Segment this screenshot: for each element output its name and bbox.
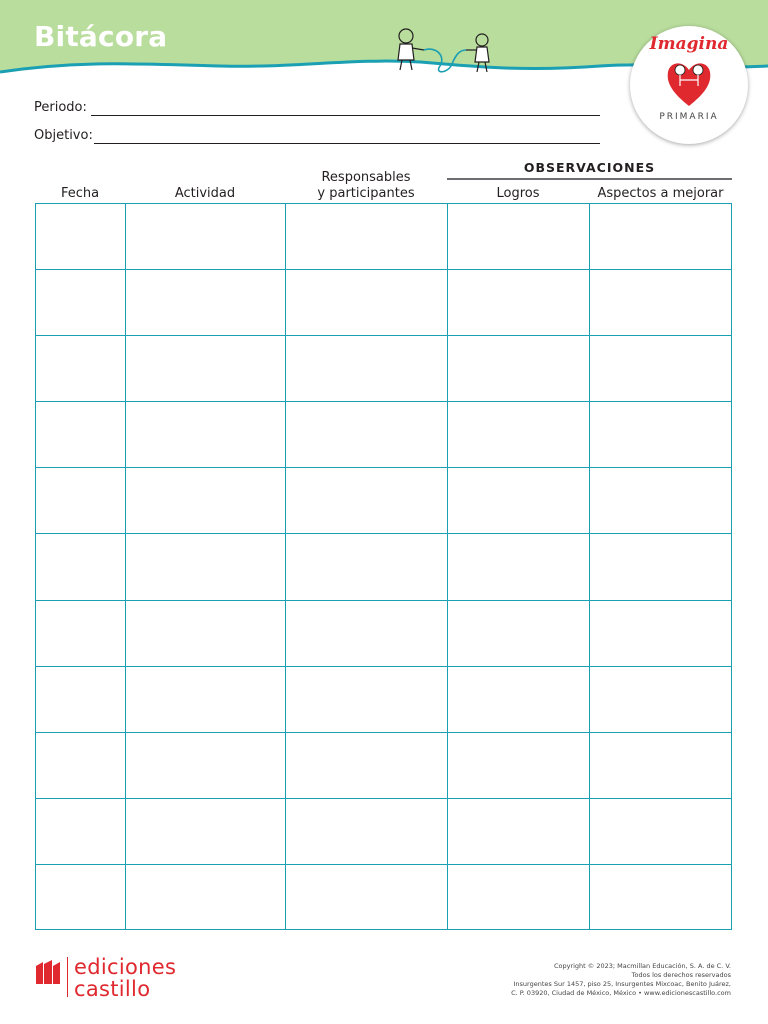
castillo-logo-icon: [35, 958, 61, 986]
table-row-divider: [35, 666, 732, 667]
copyright-line: Copyright © 2023; Macmillan Educación, S. A. de C. V.: [553, 962, 731, 970]
brand-name-line2: castillo: [74, 977, 151, 1001]
observations-rule: [447, 178, 732, 180]
address-line: Insurgentes Sur 1457, piso 25, Insurgentes Mixcoac, Benito Juárez,: [513, 980, 731, 988]
table-row-divider: [35, 864, 732, 865]
brand-name-line1: ediciones: [74, 955, 177, 979]
address-web-line: C. P. 03920, Ciudad de México, México • www.edicionescastillo.com: [511, 989, 731, 997]
table-row-divider: [35, 467, 732, 468]
column-header-responsables: Responsables y participantes: [317, 170, 415, 201]
column-header-aspectos: Aspectos a mejorar: [597, 186, 724, 201]
column-header-actividad: Actividad: [174, 186, 236, 201]
column-divider: [125, 203, 126, 930]
table-row-divider: [35, 798, 732, 799]
table-row-divider: [35, 732, 732, 733]
objective-line[interactable]: [94, 143, 600, 144]
observations-group-header: OBSERVACIONES: [523, 160, 656, 175]
column-divider: [285, 203, 286, 930]
table-row-divider: [35, 401, 732, 402]
column-divider: [447, 203, 448, 930]
log-table-grid: [35, 203, 732, 930]
copyright-notice: [511, 962, 731, 998]
table-row-divider: [35, 600, 732, 601]
heart-icon: [664, 56, 714, 108]
column-header-logros: Logros: [496, 186, 540, 201]
footer-divider: [67, 957, 68, 997]
table-row-divider: [35, 335, 732, 336]
column-header-fecha: Fecha: [60, 186, 100, 201]
logo-subtitle: PRIMARIA: [659, 112, 719, 122]
column-divider: [589, 203, 590, 930]
page-title: Bitácora: [34, 20, 168, 53]
period-line[interactable]: [91, 115, 600, 116]
table-row-divider: [35, 533, 732, 534]
logo-wordmark: Imagina: [649, 34, 729, 54]
period-label: Periodo:: [34, 100, 87, 115]
imagina-primaria-logo: [630, 26, 748, 144]
rights-line: Todos los derechos reservados: [631, 971, 731, 979]
objective-label: Objetivo:: [34, 128, 93, 143]
table-row-divider: [35, 269, 732, 270]
